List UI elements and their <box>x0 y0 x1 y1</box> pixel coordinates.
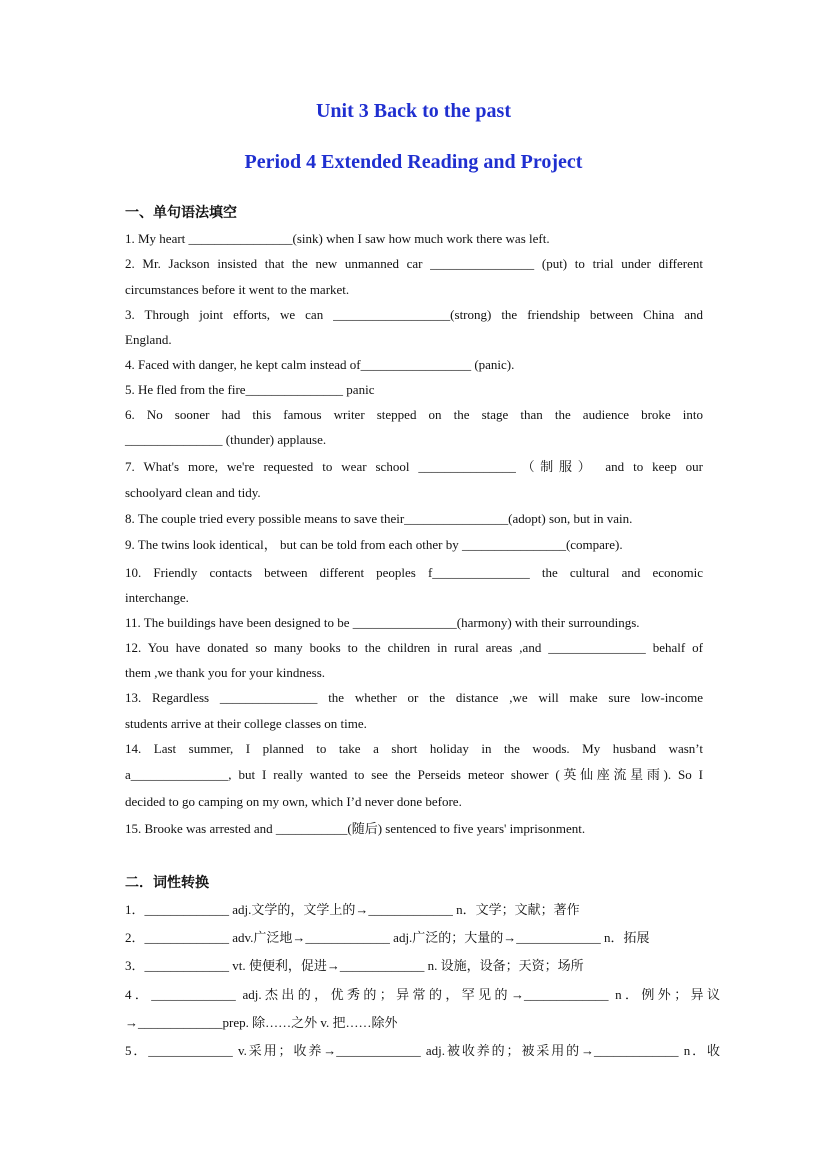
section1-line: 14. Last summer, I planned to take a short holiday in the woods. My husband wasn’t <box>125 741 703 756</box>
section2-line: 2．_____________ adv.广泛地→_____________ adj.广泛的；大量的→_____________ n．拓展 <box>125 930 650 945</box>
section1-line: _______________ (thunder) applause. <box>125 432 327 447</box>
section2-heading: 二．词性转换 <box>125 875 209 891</box>
section2-line: →_____________prep. 除……之外 v. 把……除外 <box>125 1015 398 1030</box>
section1-line: students arrive at their college classes on time. <box>125 716 367 731</box>
section2-line: 5．_____________ v.采用；收养→_____________ adj.被收养的；被采用的→_____________ n．收 <box>125 1043 720 1058</box>
section1-line: interchange. <box>125 590 189 605</box>
section1-line: schoolyard clean and tidy. <box>125 485 261 500</box>
section1-line: 2. Mr. Jackson insisted that the new unmanned car ________________ (put) to trial under different <box>125 256 703 271</box>
section1-line: 5. He fled from the fire_______________ panic <box>125 382 375 397</box>
section1-line: 13. Regardless _______________ the whether or the distance ,we will make sure low-income <box>125 690 703 705</box>
section2-line: 3．_____________ vt. 使便利，促进→_____________ n. 设施，设备；天资；场所 <box>125 958 584 973</box>
section1-line: decided to go camping on my own, which I’d never done before. <box>125 794 462 809</box>
section1-line: a_______________, but I really wanted to see the Perseids meteor shower (英仙座流星雨). So I <box>125 767 703 782</box>
section1-line: 15. Brooke was arrested and ___________(随后) sentenced to five years' imprisonment. <box>125 821 586 836</box>
section1-line: 7. What's more, we're requested to wear school _______________（制服） and to keep our <box>125 459 703 474</box>
section1-line: 3. Through joint efforts, we can __________________(strong) the friendship between China and <box>125 307 703 322</box>
section1-line: 10. Friendly contacts between different peoples f_______________ the cultural and economic <box>125 565 703 580</box>
section2-line: 4．_____________ adj.杰出的，优秀的；异常的，罕见的→_____________ n．例外；异议 <box>125 987 720 1002</box>
section1-line: 4. Faced with danger, he kept calm instead of_________________ (panic). <box>125 357 515 372</box>
section1-line: 9. The twins look identical， but can be told from each other by ________________(compare). <box>125 537 623 552</box>
section1-line: 8. The couple tried every possible means to save their________________(adopt) son, but in vain. <box>125 511 633 526</box>
section1-line: 11. The buildings have been designed to be ________________(harmony) with their surroundings. <box>125 615 640 630</box>
section1-heading: 一、单句语法填空 <box>125 205 237 221</box>
document-title: Unit 3 Back to the past <box>315 100 511 122</box>
section1-line: England. <box>125 332 172 347</box>
section1-line: 1. My heart ________________(sink) when I saw how much work there was left. <box>125 231 550 246</box>
section1-line: 6. No sooner had this famous writer stepped on the stage than the audience broke into <box>125 407 703 422</box>
section2-line: 1．_____________ adj.文学的，文学上的→_____________ n．文学；文献；著作 <box>125 902 580 917</box>
section1-line: 12. You have donated so many books to the children in rural areas ,and _______________ behalf of <box>125 640 703 655</box>
section1-line: circumstances before it went to the market. <box>125 282 350 297</box>
document-subtitle: Period 4 Extended Reading and Project <box>244 151 583 173</box>
section1-line: them ,we thank you for your kindness. <box>125 665 326 680</box>
